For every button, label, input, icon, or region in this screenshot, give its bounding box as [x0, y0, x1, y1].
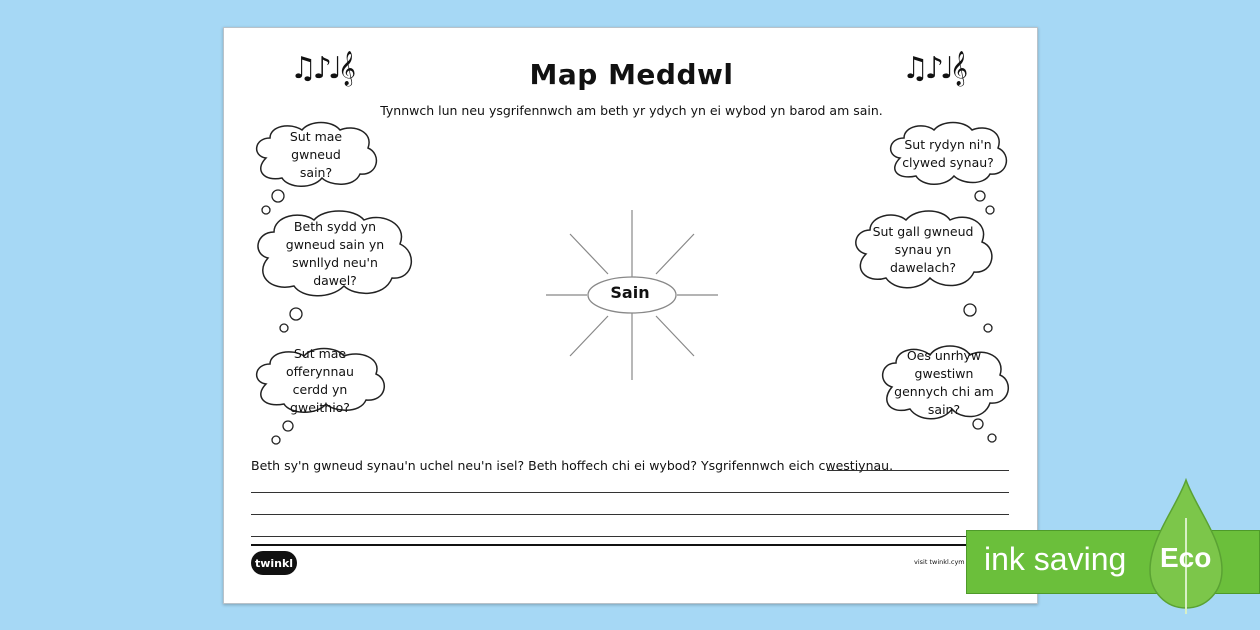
- answer-line[interactable]: [251, 492, 1009, 493]
- answer-line-inline[interactable]: [827, 470, 1009, 471]
- worksheet-subtitle: Tynnwch lun neu ysgrifennwch am beth yr ydych yn ei wybod yn barod am sain.: [380, 103, 883, 118]
- twinkl-logo: twinkl: [251, 551, 297, 575]
- answer-line[interactable]: [251, 514, 1009, 515]
- thought-cloud-right-1: [884, 120, 1012, 188]
- worksheet-title: Map Meddwl: [529, 58, 734, 91]
- eco-label: Eco: [1160, 542, 1212, 573]
- music-notes-icon-right: ♫♪♩𝄞: [902, 51, 964, 86]
- cloud-question: Sut gall gwneud synau yn dawelach?: [872, 224, 974, 275]
- thought-cloud-left-1: [250, 120, 382, 190]
- thought-cloud-left-3: [250, 346, 390, 416]
- cloud-question: Oes unrhyw gwestiwn gennych chi am sain?: [894, 348, 994, 417]
- worksheet-page: [223, 27, 1038, 604]
- music-notes-icon-left: ♫♪♩𝄞: [290, 51, 352, 86]
- thought-cloud-right-2: [848, 208, 998, 292]
- center-label: Sain: [610, 283, 650, 302]
- cloud-question: Beth sydd yn gwneud sain yn swnllyd neu'n dawel?: [285, 219, 385, 288]
- visit-link-text: visit twinkl.cym: [914, 558, 965, 566]
- cloud-question: Sut mae gwneud sain?: [289, 129, 343, 180]
- ink-saving-label: ink saving: [984, 541, 1127, 577]
- answer-line[interactable]: [251, 544, 1009, 546]
- cloud-question: Sut mae offerynnau cerdd yn gweithio?: [286, 346, 354, 415]
- question-prompt: Beth sy'n gwneud synau'n uchel neu'n isel? Beth hoffech chi ei wybod? Ysgrifennwch eich cwestiynau.: [251, 458, 894, 473]
- answer-line[interactable]: [251, 536, 1009, 537]
- thought-cloud-right-3: [876, 343, 1012, 423]
- thought-cloud-left-2: [250, 208, 420, 300]
- cloud-question: Sut rydyn ni'n clywed synau?: [902, 137, 994, 170]
